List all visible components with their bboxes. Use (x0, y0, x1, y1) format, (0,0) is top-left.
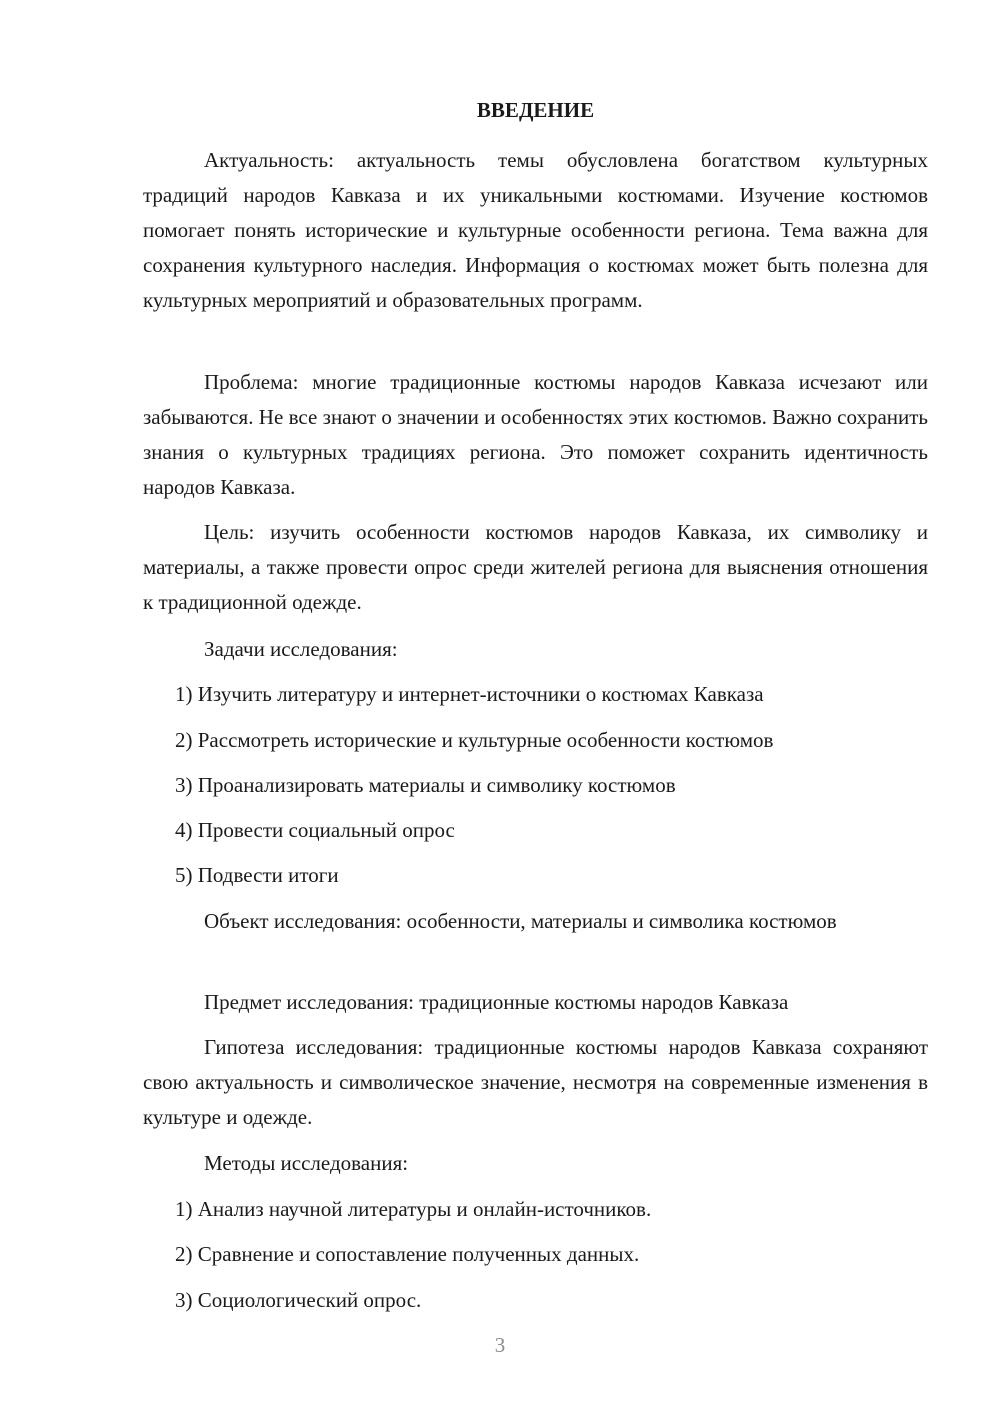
relevance-paragraph: Актуальность: актуальность темы обусловлена богатством культурных традиций народов Кавказа и их уникальными костюмами. Изучение костюмов помогает понять исторические и культурные особенности региона. Тема важна для сохранения культурного наследия. Информация о костюмах может быть полезна для культурных мероприятий и образовательных программ. (143, 148, 928, 312)
task-item: 1) Изучить литературу и интернет-источники о костюмах Кавказа (175, 682, 764, 706)
task-item: 2) Рассмотреть исторические и культурные особенности костюмов (175, 728, 774, 752)
task-item: 3) Проанализировать материалы и символику костюмов (175, 773, 676, 797)
task-item: 4) Провести социальный опрос (175, 818, 455, 842)
subject-paragraph: Предмет исследования: традиционные костюмы народов Кавказа (204, 990, 789, 1014)
hypothesis-paragraph: Гипотеза исследования: традиционные костюмы народов Кавказа сохраняют свою актуальность и символическое значение, несмотря на современные изменения в культуре и одежде. (143, 1035, 928, 1129)
methods-heading: Методы исследования: (204, 1151, 409, 1175)
object-paragraph: Объект исследования: особенности, материалы и символика костюмов (204, 909, 837, 933)
method-item: 3) Социологический опрос. (175, 1288, 422, 1312)
method-item: 2) Сравнение и сопоставление полученных данных. (175, 1242, 640, 1266)
page-title: ВВЕДЕНИЕ (476, 98, 595, 122)
tasks-heading: Задачи исследования: (204, 637, 398, 661)
page-number: 3 (494, 1333, 506, 1357)
method-item: 1) Анализ научной литературы и онлайн-источников. (175, 1197, 652, 1221)
task-item: 5) Подвести итоги (175, 863, 339, 887)
goal-paragraph: Цель: изучить особенности костюмов народов Кавказа, их символику и материалы, а также провести опрос среди жителей региона для выяснения отношения к традиционной одежде. (143, 520, 928, 614)
problem-paragraph: Проблема: многие традиционные костюмы народов Кавказа исчезают или забываются. Не все знают о значении и особенностях этих костюмов. Важно сохранить знания о культурных традициях региона. Это поможет сохранить идентичность народов Кавказа. (143, 370, 928, 499)
